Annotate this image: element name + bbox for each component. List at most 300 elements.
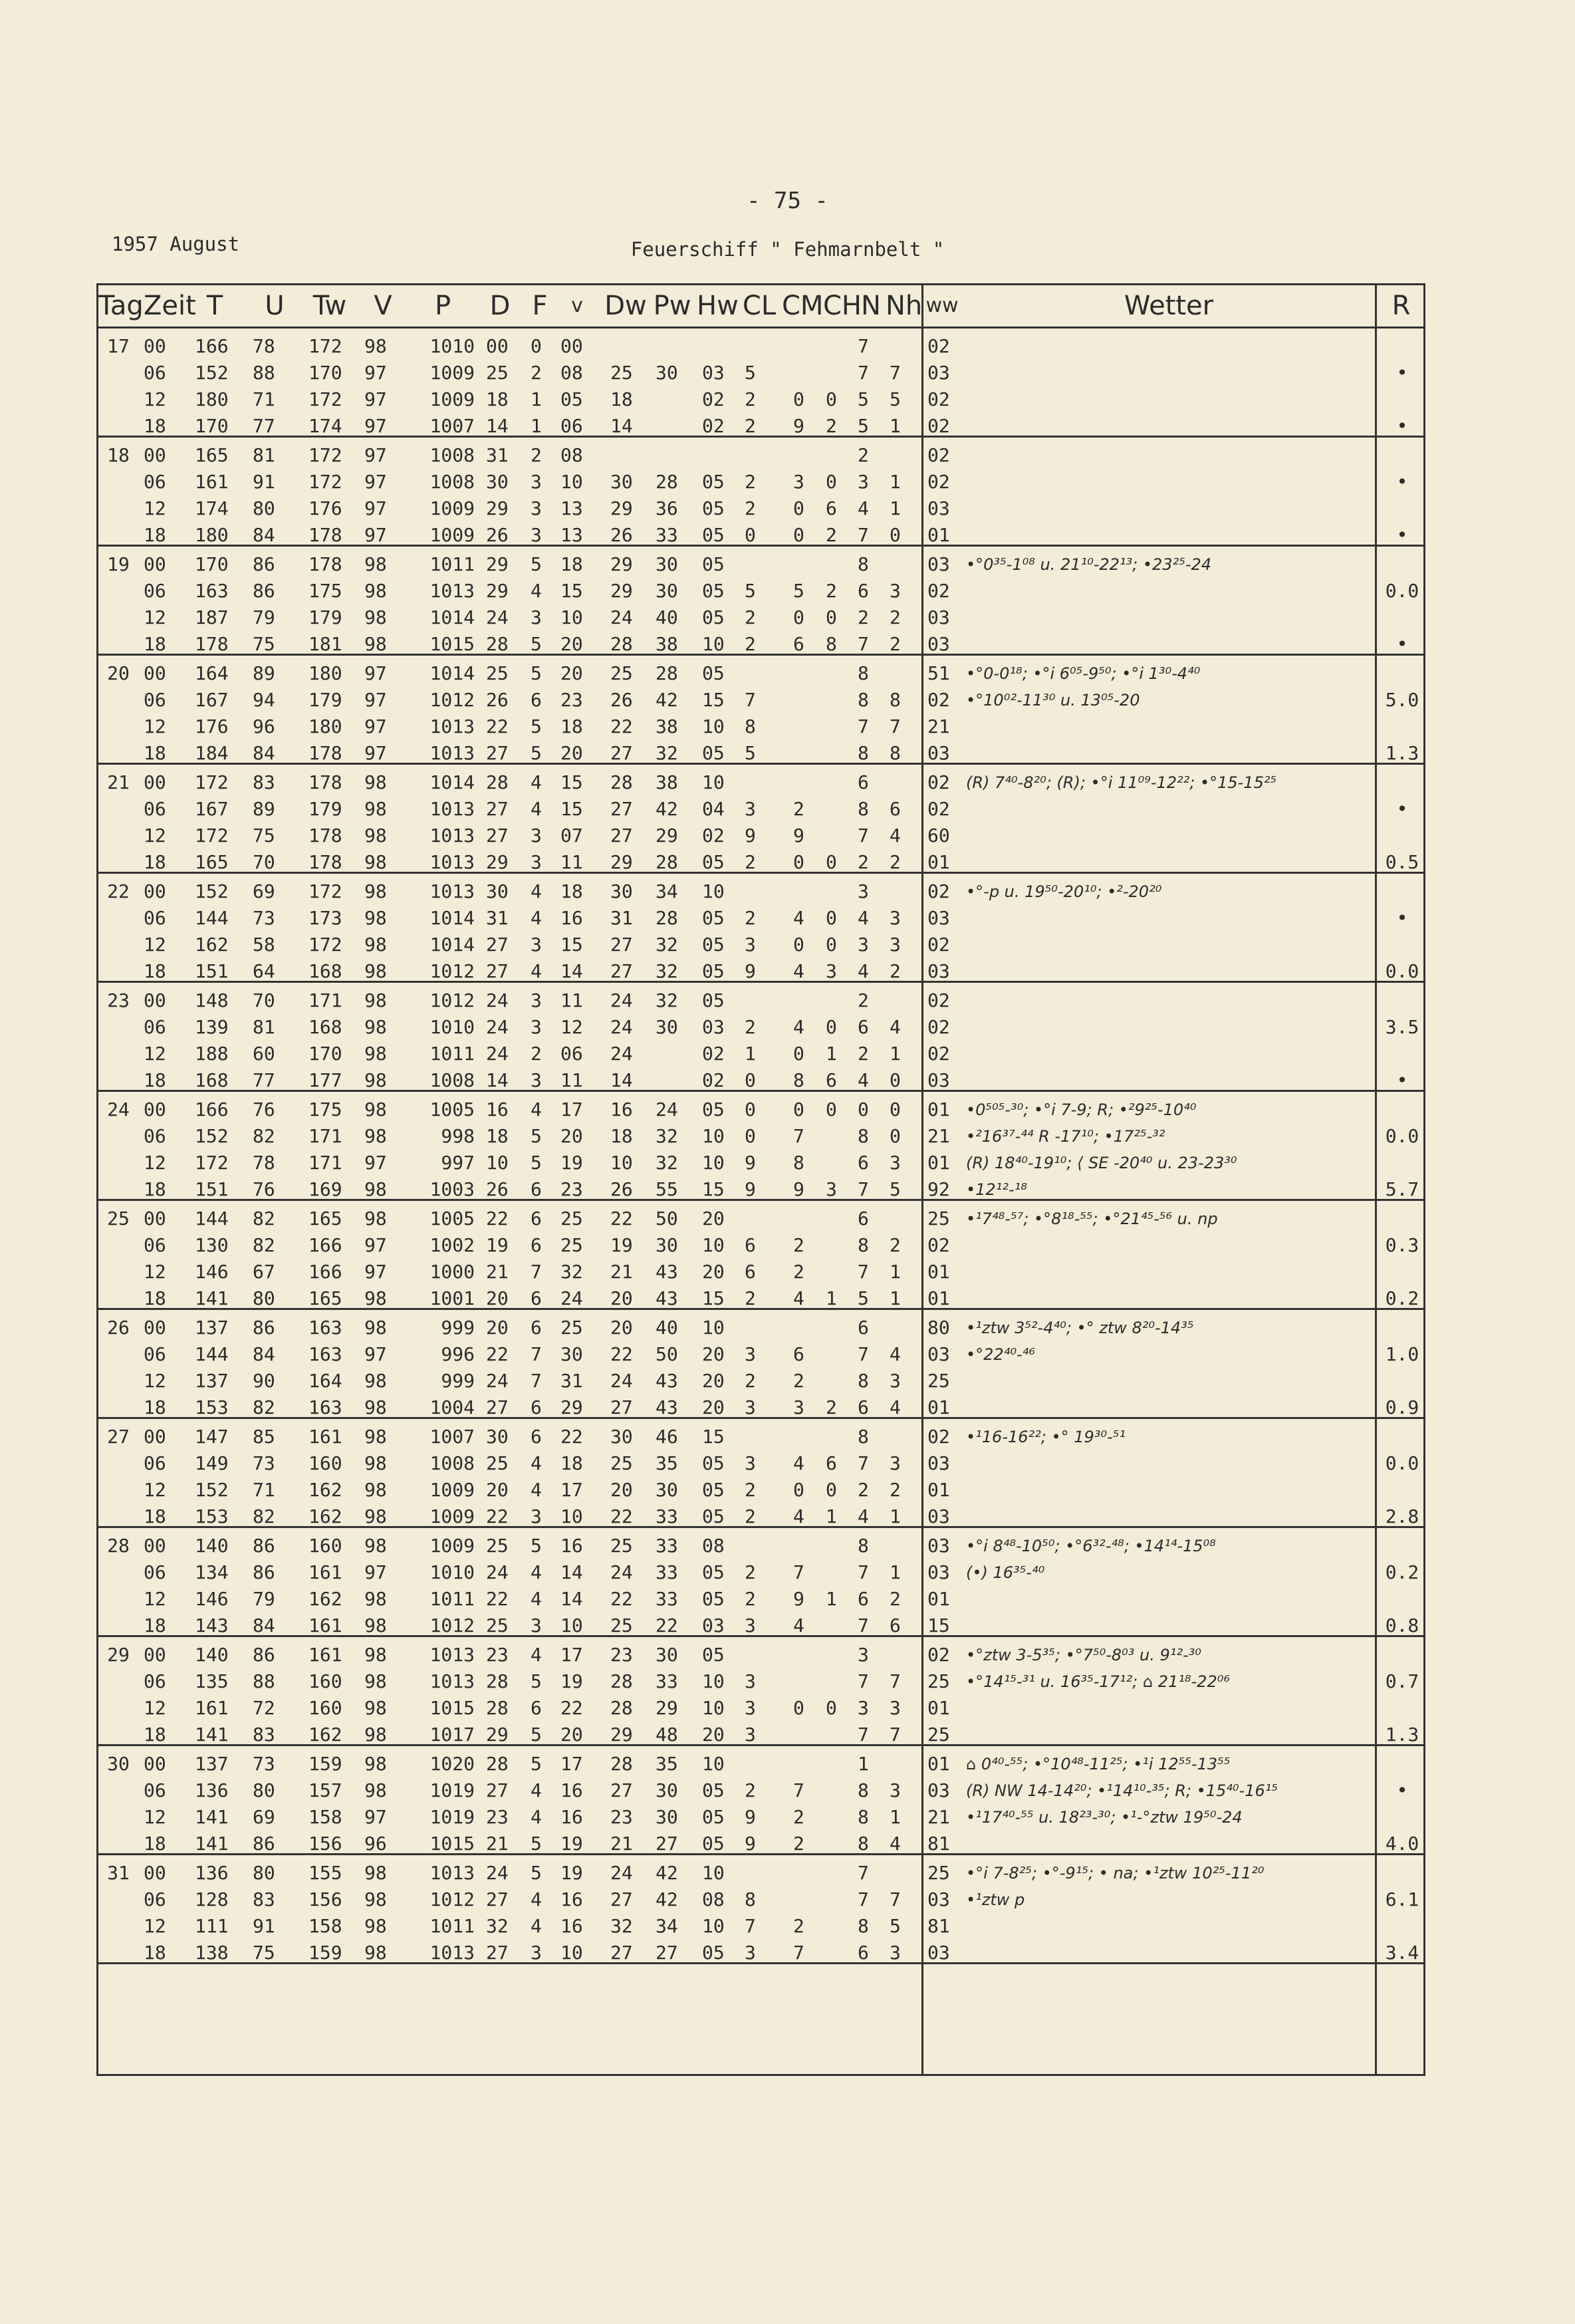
cell-v: 97 bbox=[364, 388, 387, 410]
cell-t: 188 bbox=[195, 1043, 229, 1065]
cell-n: 6 bbox=[858, 1208, 869, 1229]
cell-wetter: (•) 16³⁵-⁴⁰ bbox=[966, 1563, 1045, 1582]
cell-u: 72 bbox=[253, 1697, 275, 1719]
table-row bbox=[98, 660, 1427, 687]
cell-ww: 02 bbox=[927, 580, 950, 602]
cell-p: 1020 bbox=[429, 1753, 475, 1775]
cell-cl: 0 bbox=[745, 524, 756, 546]
cell-dw: 26 bbox=[610, 1178, 633, 1200]
cell-p: 1012 bbox=[429, 1614, 475, 1636]
cell-pw: 30 bbox=[656, 1016, 678, 1038]
cell-hw: 05 bbox=[702, 524, 725, 546]
cell-vv: 18 bbox=[560, 880, 583, 902]
cell-hw: 02 bbox=[702, 1069, 725, 1091]
cell-cm: 2 bbox=[793, 1833, 804, 1855]
cell-tw: 178 bbox=[308, 851, 342, 873]
cell-n: 7 bbox=[858, 524, 869, 546]
cell-n: 7 bbox=[858, 362, 869, 384]
cell-tw: 176 bbox=[308, 497, 342, 519]
cell-vv: 20 bbox=[560, 742, 583, 764]
cell-tw: 179 bbox=[308, 689, 342, 711]
cell-d: 30 bbox=[486, 471, 509, 493]
cell-u: 71 bbox=[253, 388, 275, 410]
cell-f: 4 bbox=[531, 1588, 542, 1610]
cell-p: 1013 bbox=[429, 1644, 475, 1666]
cell-v: 98 bbox=[364, 907, 387, 929]
cell-n: 8 bbox=[858, 742, 869, 764]
cell-r: 2.8 bbox=[1385, 1505, 1419, 1527]
cell-ww: 21 bbox=[927, 715, 950, 737]
day-number: 31 bbox=[107, 1862, 130, 1884]
cell-u: 83 bbox=[253, 1888, 275, 1910]
cell-ch: 6 bbox=[826, 497, 837, 519]
cell-p: 999 bbox=[441, 1317, 475, 1339]
cell-v: 98 bbox=[364, 989, 387, 1011]
cell-cl: 9 bbox=[745, 825, 756, 846]
cell-u: 86 bbox=[253, 1561, 275, 1583]
day-separator bbox=[98, 1417, 1423, 1419]
cell-v: 98 bbox=[364, 825, 387, 846]
cell-f: 4 bbox=[531, 771, 542, 793]
cell-p: 999 bbox=[441, 1370, 475, 1392]
column-header: U bbox=[265, 291, 285, 321]
cell-wetter: (R) NW 14-14²⁰; •¹14¹⁰-³⁵; R; •15⁴⁰-16¹⁵ bbox=[966, 1781, 1278, 1800]
cell-n: 6 bbox=[858, 1396, 869, 1418]
cell-n: 2 bbox=[858, 1043, 869, 1065]
cell-ww: 03 bbox=[927, 1561, 950, 1583]
cell-cl: 8 bbox=[745, 715, 756, 737]
cell-pw: 33 bbox=[656, 1670, 678, 1692]
cell-vv: 30 bbox=[560, 1343, 583, 1365]
cell-vv: 15 bbox=[560, 771, 583, 793]
cell-pw: 22 bbox=[656, 1614, 678, 1636]
cell-dw: 30 bbox=[610, 1426, 633, 1448]
cell-v: 97 bbox=[364, 662, 387, 684]
cell-nh: 3 bbox=[890, 934, 901, 956]
cell-vv: 25 bbox=[560, 1234, 583, 1256]
cell-p: 1019 bbox=[429, 1806, 475, 1828]
cell-hw: 10 bbox=[702, 1670, 725, 1692]
day-separator bbox=[98, 436, 1423, 438]
cell-zeit: 00 bbox=[144, 1208, 166, 1229]
cell-dw: 25 bbox=[610, 362, 633, 384]
cell-dw: 24 bbox=[610, 606, 633, 628]
cell-f: 4 bbox=[531, 907, 542, 929]
cell-nh: 0 bbox=[890, 1098, 901, 1120]
cell-n: 7 bbox=[858, 825, 869, 846]
cell-vv: 14 bbox=[560, 960, 583, 982]
cell-hw: 05 bbox=[702, 960, 725, 982]
cell-d: 26 bbox=[486, 689, 509, 711]
cell-dw: 24 bbox=[610, 1862, 633, 1884]
cell-ch: 2 bbox=[826, 415, 837, 437]
cell-ww: 03 bbox=[927, 907, 950, 929]
cell-cl: 9 bbox=[745, 1152, 756, 1174]
cell-d: 27 bbox=[486, 934, 509, 956]
cell-tw: 175 bbox=[308, 580, 342, 602]
cell-v: 98 bbox=[364, 1016, 387, 1038]
table-row bbox=[98, 551, 1427, 578]
cell-pw: 32 bbox=[656, 742, 678, 764]
table-row bbox=[98, 1368, 1427, 1394]
cell-ww: 51 bbox=[927, 662, 950, 684]
cell-pw: 24 bbox=[656, 1098, 678, 1120]
cell-p: 1009 bbox=[429, 388, 475, 410]
cell-n: 6 bbox=[858, 580, 869, 602]
column-header: D bbox=[489, 291, 511, 321]
cell-f: 3 bbox=[531, 934, 542, 956]
cell-pw: 27 bbox=[656, 1833, 678, 1855]
cell-tw: 160 bbox=[308, 1697, 342, 1719]
cell-pw: 30 bbox=[656, 1779, 678, 1801]
cell-t: 130 bbox=[195, 1234, 229, 1256]
day-separator bbox=[98, 1199, 1423, 1201]
cell-tw: 163 bbox=[308, 1396, 342, 1418]
cell-hw: 10 bbox=[702, 771, 725, 793]
cell-cl: 2 bbox=[745, 1479, 756, 1501]
table-row bbox=[98, 1668, 1427, 1695]
cell-f: 3 bbox=[531, 606, 542, 628]
cell-pw: 42 bbox=[656, 1888, 678, 1910]
cell-ww: 02 bbox=[927, 444, 950, 466]
table-row bbox=[98, 1586, 1427, 1613]
cell-pw: 43 bbox=[656, 1370, 678, 1392]
cell-nh: 0 bbox=[890, 1125, 901, 1147]
cell-r: 0.3 bbox=[1385, 1234, 1419, 1256]
table-row bbox=[98, 823, 1427, 849]
cell-d: 24 bbox=[486, 989, 509, 1011]
cell-n: 8 bbox=[858, 798, 869, 820]
cell-d: 14 bbox=[486, 415, 509, 437]
cell-u: 67 bbox=[253, 1261, 275, 1283]
cell-hw: 05 bbox=[702, 606, 725, 628]
table-row bbox=[98, 1642, 1427, 1668]
cell-cl: 2 bbox=[745, 1561, 756, 1583]
column-header: N bbox=[861, 291, 881, 321]
cell-d: 27 bbox=[486, 1396, 509, 1418]
cell-dw: 22 bbox=[610, 1208, 633, 1229]
cell-u: 86 bbox=[253, 1833, 275, 1855]
cell-dw: 29 bbox=[610, 553, 633, 575]
cell-tw: 171 bbox=[308, 1125, 342, 1147]
cell-zeit: 06 bbox=[144, 1343, 166, 1365]
cell-v: 97 bbox=[364, 362, 387, 384]
cell-r: 4.0 bbox=[1385, 1833, 1419, 1855]
cell-ww: 03 bbox=[927, 1505, 950, 1527]
day-number: 25 bbox=[107, 1208, 130, 1229]
cell-wetter: •°22⁴⁰-⁴⁶ bbox=[966, 1345, 1035, 1364]
cell-p: 1012 bbox=[429, 689, 475, 711]
cell-pw: 33 bbox=[656, 524, 678, 546]
cell-r: 0.2 bbox=[1385, 1287, 1419, 1309]
cell-u: 60 bbox=[253, 1043, 275, 1065]
cell-p: 1017 bbox=[429, 1724, 475, 1745]
column-header: V bbox=[374, 291, 392, 321]
cell-r: 0.0 bbox=[1385, 580, 1419, 602]
cell-zeit: 18 bbox=[144, 1396, 166, 1418]
column-header: T bbox=[206, 291, 223, 321]
cell-tw: 161 bbox=[308, 1561, 342, 1583]
cell-t: 165 bbox=[195, 851, 229, 873]
cell-n: 4 bbox=[858, 497, 869, 519]
cell-ww: 03 bbox=[927, 1069, 950, 1091]
cell-t: 174 bbox=[195, 497, 229, 519]
cell-ww: 01 bbox=[927, 1152, 950, 1174]
cell-u: 80 bbox=[253, 1862, 275, 1884]
cell-u: 91 bbox=[253, 471, 275, 493]
table-row bbox=[98, 1014, 1427, 1041]
cell-u: 88 bbox=[253, 1670, 275, 1692]
cell-vv: 19 bbox=[560, 1670, 583, 1692]
cell-n: 6 bbox=[858, 1152, 869, 1174]
cell-vv: 17 bbox=[560, 1644, 583, 1666]
cell-zeit: 12 bbox=[144, 1479, 166, 1501]
cell-zeit: 06 bbox=[144, 471, 166, 493]
cell-wetter: •0⁵⁰⁵-³⁰; •°i 7-9; R; •²9²⁵-10⁴⁰ bbox=[966, 1100, 1197, 1119]
cell-zeit: 00 bbox=[144, 1317, 166, 1339]
page-number: - 75 - bbox=[747, 188, 828, 214]
cell-r: 5.0 bbox=[1385, 689, 1419, 711]
cell-v: 97 bbox=[364, 471, 387, 493]
cell-t: 143 bbox=[195, 1614, 229, 1636]
cell-u: 86 bbox=[253, 1317, 275, 1339]
cell-t: 137 bbox=[195, 1370, 229, 1392]
cell-nh: 2 bbox=[890, 633, 901, 655]
cell-ww: 01 bbox=[927, 1261, 950, 1283]
cell-d: 27 bbox=[486, 825, 509, 846]
cell-nh: 1 bbox=[890, 1561, 901, 1583]
cell-vv: 10 bbox=[560, 1614, 583, 1636]
cell-ww: 60 bbox=[927, 825, 950, 846]
cell-d: 25 bbox=[486, 1535, 509, 1557]
table-row bbox=[98, 578, 1427, 604]
cell-zeit: 12 bbox=[144, 606, 166, 628]
cell-wetter: •¹16-16²²; •° 19³⁰-⁵¹ bbox=[966, 1428, 1126, 1446]
cell-v: 98 bbox=[364, 1370, 387, 1392]
cell-nh: 5 bbox=[890, 1915, 901, 1937]
cell-f: 0 bbox=[531, 335, 542, 357]
table-row bbox=[98, 932, 1427, 958]
cell-wetter: •°14¹⁵-³¹ u. 16³⁵-17¹²; ⌂ 21¹⁸-22⁰⁶ bbox=[966, 1672, 1230, 1691]
cell-u: 83 bbox=[253, 771, 275, 793]
cell-p: 1019 bbox=[429, 1779, 475, 1801]
cell-tw: 160 bbox=[308, 1670, 342, 1692]
cell-cm: 9 bbox=[793, 415, 804, 437]
day-number: 20 bbox=[107, 662, 130, 684]
cell-zeit: 00 bbox=[144, 335, 166, 357]
cell-t: 153 bbox=[195, 1396, 229, 1418]
cell-pw: 29 bbox=[656, 1697, 678, 1719]
cell-ch: 6 bbox=[826, 1452, 837, 1474]
cell-hw: 05 bbox=[702, 989, 725, 1011]
cell-cl: 9 bbox=[745, 1806, 756, 1828]
cell-t: 141 bbox=[195, 1806, 229, 1828]
cell-p: 1009 bbox=[429, 524, 475, 546]
cell-dw: 18 bbox=[610, 1125, 633, 1147]
cell-d: 23 bbox=[486, 1644, 509, 1666]
table-row bbox=[98, 1041, 1427, 1067]
cell-cl: 2 bbox=[745, 907, 756, 929]
cell-d: 21 bbox=[486, 1833, 509, 1855]
cell-cl: 5 bbox=[745, 742, 756, 764]
cell-cl: 2 bbox=[745, 633, 756, 655]
cell-ch: 0 bbox=[826, 851, 837, 873]
cell-t: 152 bbox=[195, 362, 229, 384]
cell-cl: 8 bbox=[745, 1888, 756, 1910]
cell-zeit: 18 bbox=[144, 1833, 166, 1855]
cell-cl: 0 bbox=[745, 1069, 756, 1091]
cell-ww: 02 bbox=[927, 771, 950, 793]
cell-pw: 27 bbox=[656, 1942, 678, 1964]
cell-nh: 8 bbox=[890, 742, 901, 764]
cell-tw: 155 bbox=[308, 1862, 342, 1884]
cell-nh: 1 bbox=[890, 1505, 901, 1527]
table-row bbox=[98, 604, 1427, 631]
cell-pw: 28 bbox=[656, 662, 678, 684]
cell-f: 4 bbox=[531, 1452, 542, 1474]
cell-d: 00 bbox=[486, 335, 509, 357]
cell-vv: 16 bbox=[560, 907, 583, 929]
cell-v: 97 bbox=[364, 1343, 387, 1365]
cell-ch: 1 bbox=[826, 1588, 837, 1610]
cell-r: • bbox=[1396, 798, 1408, 820]
cell-n: 7 bbox=[858, 1614, 869, 1636]
cell-v: 98 bbox=[364, 1724, 387, 1745]
cell-vv: 19 bbox=[560, 1152, 583, 1174]
cell-ww: 01 bbox=[927, 1287, 950, 1309]
cell-t: 151 bbox=[195, 960, 229, 982]
table-row bbox=[98, 878, 1427, 905]
cell-ww: 15 bbox=[927, 1614, 950, 1636]
cell-f: 4 bbox=[531, 798, 542, 820]
cell-nh: 3 bbox=[890, 580, 901, 602]
cell-hw: 05 bbox=[702, 662, 725, 684]
cell-nh: 1 bbox=[890, 497, 901, 519]
cell-wetter: •¹ztw 3⁵²-4⁴⁰; •° ztw 8²⁰-14³⁵ bbox=[966, 1319, 1194, 1337]
table-row bbox=[98, 1450, 1427, 1477]
cell-dw: 19 bbox=[610, 1234, 633, 1256]
cell-d: 20 bbox=[486, 1479, 509, 1501]
table-row bbox=[98, 796, 1427, 823]
cell-n: 8 bbox=[858, 1125, 869, 1147]
cell-tw: 161 bbox=[308, 1426, 342, 1448]
cell-ww: 21 bbox=[927, 1806, 950, 1828]
cell-zeit: 00 bbox=[144, 1535, 166, 1557]
cell-p: 1010 bbox=[429, 1561, 475, 1583]
cell-n: 8 bbox=[858, 1915, 869, 1937]
cell-vv: 11 bbox=[560, 989, 583, 1011]
cell-ww: 02 bbox=[927, 1644, 950, 1666]
cell-d: 28 bbox=[486, 1670, 509, 1692]
cell-vv: 24 bbox=[560, 1287, 583, 1309]
cell-u: 94 bbox=[253, 689, 275, 711]
cell-p: 996 bbox=[441, 1343, 475, 1365]
cell-zeit: 18 bbox=[144, 742, 166, 764]
header-rule bbox=[98, 326, 1423, 328]
cell-t: 146 bbox=[195, 1588, 229, 1610]
cell-hw: 05 bbox=[702, 1806, 725, 1828]
cell-nh: 7 bbox=[890, 1670, 901, 1692]
day-number: 24 bbox=[107, 1098, 130, 1120]
cell-ch: 3 bbox=[826, 960, 837, 982]
cell-tw: 172 bbox=[308, 388, 342, 410]
cell-p: 1015 bbox=[429, 633, 475, 655]
cell-u: 82 bbox=[253, 1208, 275, 1229]
cell-d: 26 bbox=[486, 1178, 509, 1200]
cell-ch: 0 bbox=[826, 1098, 837, 1120]
cell-nh: 3 bbox=[890, 1152, 901, 1174]
cell-t: 164 bbox=[195, 662, 229, 684]
cell-ch: 0 bbox=[826, 606, 837, 628]
cell-nh: 2 bbox=[890, 851, 901, 873]
cell-tw: 160 bbox=[308, 1535, 342, 1557]
cell-pw: 33 bbox=[656, 1535, 678, 1557]
cell-ch: 8 bbox=[826, 633, 837, 655]
table-row bbox=[98, 905, 1427, 932]
cell-t: 168 bbox=[195, 1069, 229, 1091]
cell-d: 32 bbox=[486, 1915, 509, 1937]
cell-d: 30 bbox=[486, 1426, 509, 1448]
cell-dw: 24 bbox=[610, 1016, 633, 1038]
cell-tw: 165 bbox=[308, 1208, 342, 1229]
cell-n: 4 bbox=[858, 907, 869, 929]
cell-dw: 27 bbox=[610, 1942, 633, 1964]
cell-tw: 156 bbox=[308, 1888, 342, 1910]
cell-ww: 01 bbox=[927, 851, 950, 873]
cell-hw: 20 bbox=[702, 1261, 725, 1283]
cell-u: 81 bbox=[253, 444, 275, 466]
cell-v: 97 bbox=[364, 1261, 387, 1283]
cell-p: 1013 bbox=[429, 742, 475, 764]
cell-f: 6 bbox=[531, 1234, 542, 1256]
cell-v: 97 bbox=[364, 415, 387, 437]
cell-dw: 10 bbox=[610, 1152, 633, 1174]
cell-u: 69 bbox=[253, 880, 275, 902]
cell-cm: 0 bbox=[793, 606, 804, 628]
table-row bbox=[98, 1695, 1427, 1722]
cell-p: 1011 bbox=[429, 1915, 475, 1937]
cell-dw: 25 bbox=[610, 662, 633, 684]
cell-p: 1013 bbox=[429, 715, 475, 737]
cell-p: 1013 bbox=[429, 1670, 475, 1692]
cell-cl: 2 bbox=[745, 1588, 756, 1610]
cell-d: 28 bbox=[486, 633, 509, 655]
cell-dw: 29 bbox=[610, 580, 633, 602]
cell-v: 98 bbox=[364, 606, 387, 628]
date-header: 1957 August bbox=[112, 233, 240, 255]
cell-pw: 55 bbox=[656, 1178, 678, 1200]
cell-ch: 2 bbox=[826, 1396, 837, 1418]
cell-p: 1005 bbox=[429, 1208, 475, 1229]
cell-t: 152 bbox=[195, 1479, 229, 1501]
cell-d: 21 bbox=[486, 1261, 509, 1283]
column-header: Nh bbox=[886, 291, 923, 321]
cell-t: 166 bbox=[195, 335, 229, 357]
cell-cm: 4 bbox=[793, 907, 804, 929]
cell-t: 137 bbox=[195, 1753, 229, 1775]
cell-n: 1 bbox=[858, 1753, 869, 1775]
day-separator bbox=[98, 1744, 1423, 1746]
cell-nh: 4 bbox=[890, 1833, 901, 1855]
cell-pw: 33 bbox=[656, 1505, 678, 1527]
cell-v: 98 bbox=[364, 880, 387, 902]
cell-v: 98 bbox=[364, 1753, 387, 1775]
cell-ww: 03 bbox=[927, 606, 950, 628]
cell-f: 4 bbox=[531, 580, 542, 602]
cell-pw: 30 bbox=[656, 362, 678, 384]
table-row bbox=[98, 1886, 1427, 1913]
cell-v: 97 bbox=[364, 444, 387, 466]
